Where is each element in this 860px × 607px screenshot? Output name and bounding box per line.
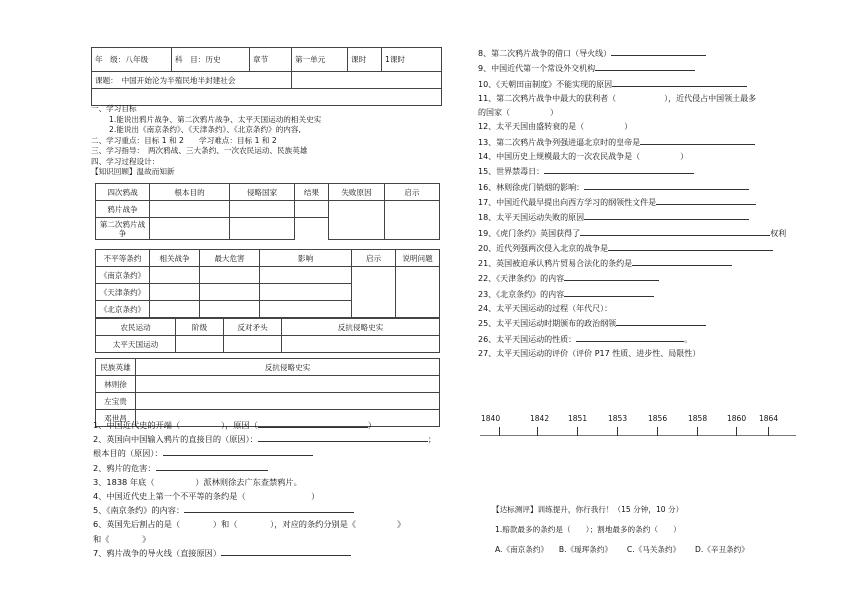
treaty-row-label: 《南京条约》: [96, 267, 150, 284]
assessment-heading: 【达标测评】训练提升，你行我行！（15 分钟，10 分）: [492, 505, 684, 514]
timeline-year: 1851: [568, 414, 588, 423]
period-label-cell: 课时: [348, 48, 382, 72]
peasant-header: 反抗侵略史实: [282, 319, 440, 336]
question-24: 24、太平天国运动的过程（年代尺）：: [478, 304, 613, 314]
hero-header: 反抗侵略史实: [136, 359, 440, 376]
timeline-tick: [499, 427, 500, 436]
timeline-tick: [657, 427, 658, 436]
question-21: 21、英国被迫承认鸦片贸易合法化的条约是: [478, 256, 786, 271]
chapter-value-cell: 第一单元: [292, 48, 348, 72]
timeline-year: 1858: [688, 414, 708, 423]
question-harm: 2、鸦片的危害：: [93, 461, 436, 475]
question-16: 16、林则徐虎门销烟的影响：: [478, 180, 786, 195]
question-22: 22、《天津条约》的内容: [478, 271, 786, 286]
question-18: 18、太平天国运动失败的原因: [478, 210, 786, 225]
timeline-year: 1853: [608, 414, 628, 423]
peasant-header: 阶级: [176, 319, 224, 336]
question-1: 1、中国近代史的开端（ ），原因（ ）: [93, 420, 377, 430]
question-25: 25、太平天国运动时期颁布的政治纲领: [478, 316, 786, 331]
question-10: 10、《天朝田亩制度》不能实现的原因: [478, 77, 786, 92]
question-11b: 的国家（ ）: [478, 108, 558, 118]
question-2: 2、英国向中国输入鸦片的直接目的（原因）： ；: [93, 434, 437, 445]
war-header: 四次鸦战: [96, 184, 150, 201]
timeline-tick: [617, 427, 618, 436]
key-points: 二、学习重点：目标 1 和 2 学习难点：目标 1 和 2: [91, 135, 277, 145]
peasant-header: 农民运动: [96, 319, 176, 336]
timeline-tick: [537, 427, 538, 436]
peasant-header: 反对矛头: [224, 319, 282, 336]
treaty-header: 最大危害: [200, 250, 260, 267]
war-row-label: 第二次鸦片战争: [96, 218, 150, 240]
question-12: 12、太平天国由盛转衰的是（ ）: [478, 122, 633, 132]
question-14: 14、中国历史上规模最大的一次农民战争是（ ）: [478, 152, 689, 162]
treaty-header: 相关战争: [150, 250, 200, 267]
timeline-tick: [577, 427, 578, 436]
hero-header: 民族英雄: [96, 359, 136, 376]
timeline-axis: [480, 435, 796, 436]
header-table: [91, 47, 442, 106]
treaty-header: 影响: [260, 250, 352, 267]
timeline-tick: [736, 427, 737, 436]
hero-row-label: 邓世昌: [96, 410, 136, 427]
left-questions: [93, 418, 436, 560]
question-15: 15、世界禁毒日：: [478, 164, 786, 179]
treaty-table: [95, 249, 440, 318]
assessment-options: [492, 545, 749, 555]
hero-table: [95, 358, 440, 427]
goal-item-1: 1.能说出鸦片战争、第二次鸦片战争、太平天国运动的相关史实: [109, 114, 322, 124]
topic-cell: 课题： 中国开始沦为半殖民地半封建社会: [92, 72, 292, 89]
topic-extra-cell: [292, 72, 442, 89]
question-27: 27、太平天国运动的评价（评价 P17 性质、进步性、局限性）: [478, 348, 701, 358]
goal-item-2: 2.能说出《南京条约》、《天津条约》、《北京条约》的内容,: [109, 125, 301, 134]
timeline-year: 1856: [648, 414, 668, 423]
question-19: 19、《虎门条约》英国获得了 权利: [478, 226, 786, 241]
option-d: D.《辛丑条约》: [695, 545, 749, 554]
question-6: 6、英国先后割占的是（ ）和（ ），对应的条约分别是《 》: [93, 519, 406, 530]
question-7: 7、鸦片战争的导火线（直接原因）: [93, 546, 436, 560]
timeline-tick: [768, 427, 769, 436]
hero-row-label: 左宝贵: [96, 393, 136, 410]
right-questions: [478, 46, 786, 361]
blank-row-cell: [92, 89, 442, 106]
treaty-row-label: 《天津条约》: [96, 284, 150, 301]
peasant-table: [95, 318, 440, 353]
question-3: 3、1838 年底（ ）派林则徐去广东查禁鸦片。: [93, 476, 302, 487]
timeline-tick: [697, 427, 698, 436]
grade-cell: 年 级：八年级: [92, 48, 172, 72]
war-table: [95, 183, 440, 240]
question-9: 9、中国近代第一个常设外交机构: [478, 61, 786, 76]
question-26: 26、太平天国运动的性质： 。: [478, 332, 786, 347]
option-a: A.《南京条约》: [495, 545, 549, 554]
timeline-year: 1840: [481, 414, 501, 423]
question-13: 13、第二次鸦片战争列强进逼北京时的皇帝是: [478, 135, 786, 150]
chapter-label-cell: 章节: [250, 48, 292, 72]
war-header: 侵略国家: [230, 184, 295, 201]
war-row-label: 鸦片战争: [96, 201, 150, 218]
war-header: 启示: [385, 184, 440, 201]
question-2b: 根本目的（原因）：: [93, 446, 436, 460]
treaty-header: 不平等条约: [96, 250, 150, 267]
peasant-row-label: 太平天国运动: [96, 336, 176, 353]
goals-heading: 一、学习目标: [91, 104, 137, 113]
review-heading: 【知识回顾】温故而知新: [91, 167, 175, 176]
question-17: 17、中国近代最早提出向西方学习的纲领性文件是: [478, 195, 786, 210]
treaty-header: 说明问题: [396, 250, 440, 267]
assessment-question: 1.赔款最多的条约是（ ）；割地最多的条约（ ）: [495, 525, 681, 534]
timeline-year: 1842: [530, 414, 550, 423]
question-8: 8、第二次鸦片战争的借口（导火线）: [478, 46, 786, 61]
question-4: 4、中国近代史上第一个不平等的条约是（ ）: [93, 491, 320, 502]
option-b: B.《瑷珲条约》: [558, 545, 613, 554]
question-20: 20、近代列强两次侵入北京的战争是: [478, 241, 786, 256]
assessment-section: [492, 505, 749, 555]
treaty-header: 启示: [352, 250, 396, 267]
study-guide: 三、学习指导： 两次鸦战、三大条约、一次农民运动、民族英雄: [91, 146, 308, 155]
question-5: 5、《南京条约》的内容：: [93, 503, 436, 517]
period-value-cell: 1课时: [382, 48, 442, 72]
treaty-row-label: 《北京条约》: [96, 301, 150, 318]
timeline-year: 1860: [727, 414, 747, 423]
war-header: 失败原因: [329, 184, 385, 201]
question-23: 23、《北京条约》的内容: [478, 287, 786, 302]
process-heading: 四、学习过程设计：: [91, 156, 160, 166]
question-6b: 和《 》: [93, 533, 151, 544]
war-header: 根本目的: [150, 184, 230, 201]
timeline-year: 1864: [759, 414, 779, 423]
war-header: 结果: [295, 184, 329, 201]
option-c: C.《马关条约》: [626, 545, 681, 554]
hero-row-label: 林则徐: [96, 376, 136, 393]
question-11: 11、第二次鸦片战争中最大的获利者（ ），近代侵占中国领土最多: [478, 93, 757, 103]
subject-cell: 科 目：历史: [172, 48, 250, 72]
goals-section: [91, 104, 321, 178]
